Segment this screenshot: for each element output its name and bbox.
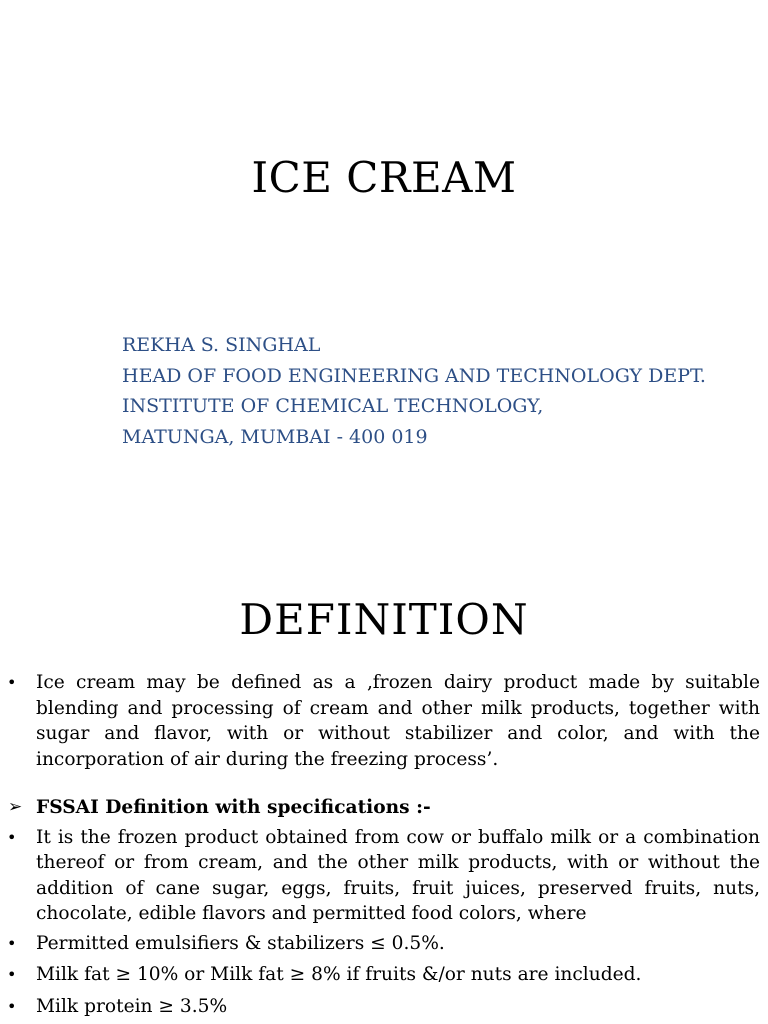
list-item bbox=[0, 962, 768, 988]
author-position: HEAD OF FOOD ENGINEERING AND TECHNOLOGY DEPT. bbox=[122, 364, 706, 387]
author-address: MATUNGA, MUMBAI - 400 019 bbox=[122, 426, 428, 449]
author-name: REKHA S. SINGHAL bbox=[122, 334, 321, 356]
definition-text: Ice cream may be defined as a ‚frozen dairy product made by suitable blending and processing of cream and other milk products, together with sugar and flavor, with or without stabilizer and color, and with the incorporation of air during the freezing process’. bbox=[36, 672, 760, 770]
list-item bbox=[0, 994, 768, 1020]
list-item bbox=[0, 931, 768, 957]
definition-content bbox=[0, 670, 768, 1019]
bullet-icon: • bbox=[7, 673, 17, 692]
fssai-heading: FSSAI Definition with specifications :- bbox=[36, 797, 431, 818]
arrow-bullet-icon: ➢ bbox=[8, 797, 23, 817]
author-institute: INSTITUTE OF CHEMICAL TECHNOLOGY, bbox=[122, 395, 544, 418]
fssai-heading-item bbox=[0, 795, 768, 821]
author-block bbox=[122, 330, 706, 453]
fssai-item-text: Permitted emulsifiers & stabilizers ≤ 0.5%. bbox=[36, 932, 445, 954]
fssai-item-text: Milk protein ≥ 3.5% bbox=[36, 995, 228, 1017]
fssai-item-text: Milk fat ≥ 10% or Milk fat ≥ 8% if fruits &/or nuts are included. bbox=[36, 964, 642, 985]
fssai-item-text: It is the frozen product obtained from cow or buffalo milk or a combination thereof or from cream, and the other milk products, with or without the addition of cane sugar, eggs, fruits, fruit juices, preserved fruits, nuts, chocolate, edible flavors and permitted food colors, where bbox=[36, 826, 760, 924]
list-item bbox=[0, 670, 768, 772]
slide-title-heading: ICE CREAM bbox=[251, 153, 517, 202]
bullet-icon: • bbox=[7, 827, 17, 847]
bullet-icon: • bbox=[7, 933, 17, 953]
list-item bbox=[0, 825, 768, 927]
bullet-icon: • bbox=[7, 965, 17, 984]
bullet-icon: • bbox=[7, 996, 17, 1016]
slide-definition bbox=[0, 560, 768, 1024]
definition-heading: DEFINITION bbox=[239, 595, 529, 644]
